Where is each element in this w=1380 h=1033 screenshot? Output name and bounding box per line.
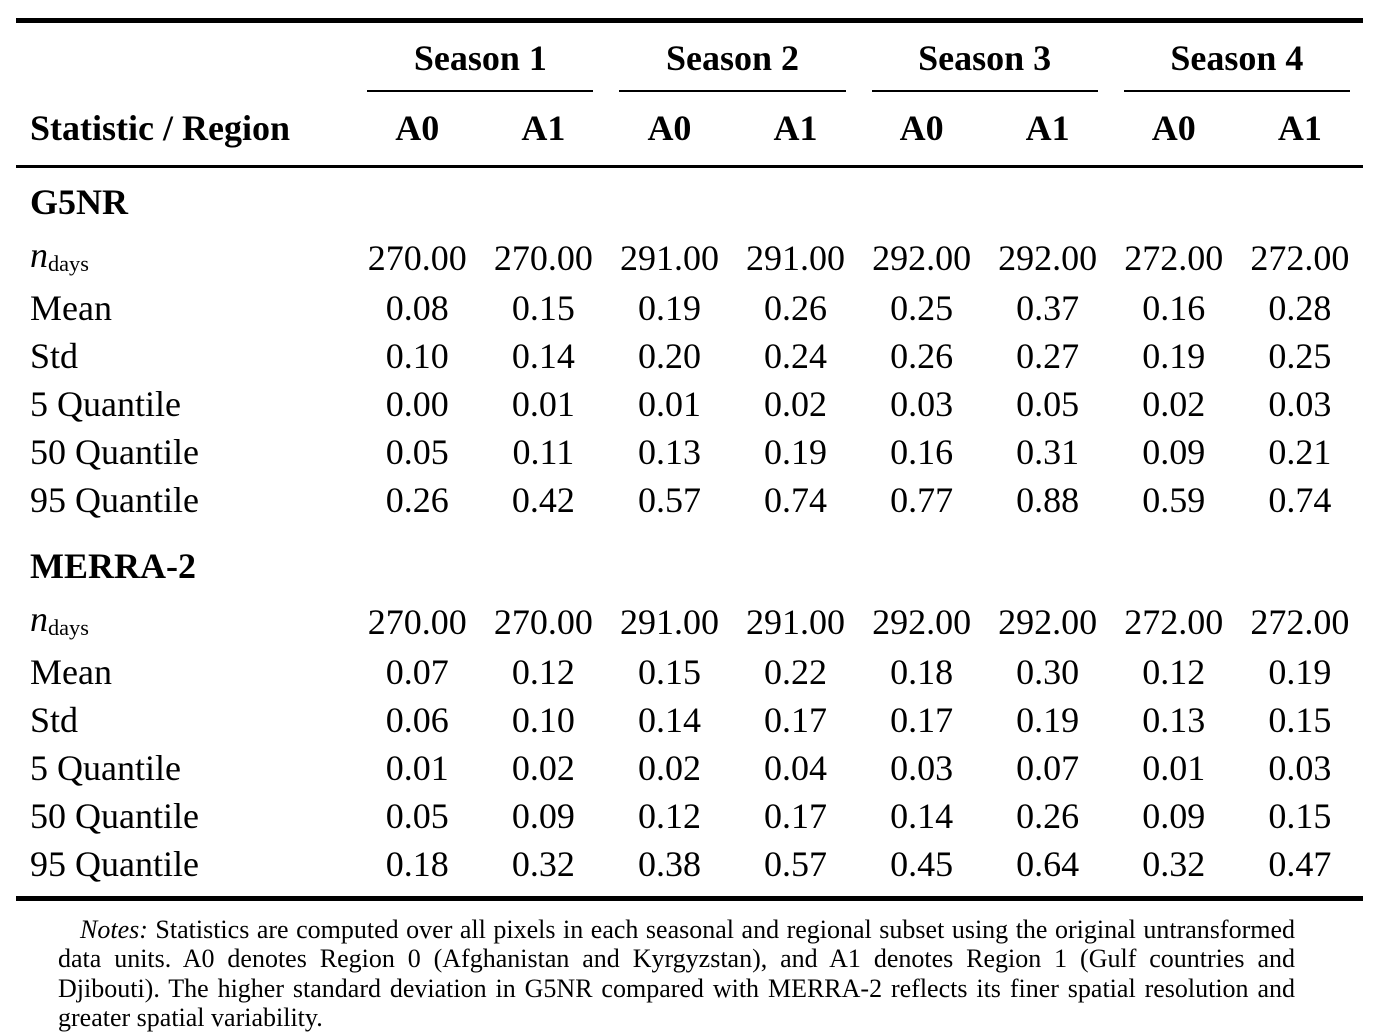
value-cell: 0.20 <box>637 336 701 376</box>
value-cell: 0.18 <box>890 652 954 692</box>
value-cell: 0.06 <box>385 700 449 740</box>
value-cell: 0.88 <box>1016 480 1080 520</box>
value-cell: 0.04 <box>764 748 828 788</box>
statistic-label: 50 Quantile <box>30 432 199 472</box>
value-cell: 0.09 <box>1142 796 1206 836</box>
value-cell: 0.19 <box>764 432 828 472</box>
value-cell: 0.02 <box>637 748 701 788</box>
table-row <box>16 696 1363 744</box>
section-header-row <box>16 532 1363 595</box>
value-cell: 0.07 <box>1016 748 1080 788</box>
value-cell: 0.24 <box>764 336 828 376</box>
season-header <box>354 21 606 93</box>
value-cell: 0.03 <box>890 384 954 424</box>
region-header: A0 <box>354 92 480 167</box>
value-cell: 0.01 <box>511 384 575 424</box>
value-cell: 291.00 <box>619 601 719 642</box>
value-cell: 0.19 <box>637 288 701 328</box>
value-cell: 0.10 <box>385 336 449 376</box>
section-title: MERRA-2 <box>30 546 196 586</box>
value-cell: 0.13 <box>1142 700 1206 740</box>
value-cell: 0.27 <box>1016 336 1080 376</box>
value-cell: 0.01 <box>385 748 449 788</box>
value-cell: 0.42 <box>511 480 575 520</box>
region-header: A1 <box>480 92 606 167</box>
statistic-label: $n_{days}$ <box>30 235 89 277</box>
region-header-row <box>16 92 1363 167</box>
value-cell: 0.09 <box>511 796 575 836</box>
value-cell: 0.45 <box>890 844 954 884</box>
value-cell: 272.00 <box>1250 601 1350 642</box>
value-cell: 0.16 <box>890 432 954 472</box>
value-cell: 0.30 <box>1016 652 1080 692</box>
value-cell: 0.28 <box>1268 288 1332 328</box>
table-row <box>16 648 1363 696</box>
value-cell: 291.00 <box>619 237 719 278</box>
season-label: Season 2 <box>619 37 845 92</box>
value-cell: 270.00 <box>493 601 593 642</box>
season-header <box>1111 21 1363 93</box>
notes-label: Notes: <box>80 915 148 944</box>
value-cell: 0.57 <box>764 844 828 884</box>
table-notes <box>58 915 1295 1033</box>
value-cell: 0.15 <box>1268 700 1332 740</box>
table-row <box>16 332 1363 380</box>
value-cell: 0.26 <box>1016 796 1080 836</box>
region-header: A0 <box>859 92 985 167</box>
value-cell: 0.14 <box>637 700 701 740</box>
value-cell: 0.05 <box>1016 384 1080 424</box>
value-cell: 0.16 <box>1142 288 1206 328</box>
value-cell: 0.77 <box>890 480 954 520</box>
value-cell: 0.18 <box>385 844 449 884</box>
value-cell: 0.15 <box>637 652 701 692</box>
value-cell: 0.08 <box>385 288 449 328</box>
season-label: Season 1 <box>367 37 593 92</box>
table-body <box>16 167 1363 899</box>
section-header-row <box>16 167 1363 232</box>
table-row <box>16 284 1363 332</box>
value-cell: 0.25 <box>890 288 954 328</box>
value-cell: 0.22 <box>764 652 828 692</box>
value-cell: 0.74 <box>1268 480 1332 520</box>
value-cell: 270.00 <box>367 601 467 642</box>
value-cell: 0.19 <box>1142 336 1206 376</box>
notes-text: Statistics are computed over all pixels in each seasonal and regional subset using the original untransformed data units. A0 denotes Region 0 (Afghanistan and Kyrgyzstan), and A1 denotes Region 1 (Gulf countries and Djibouti). The higher standard deviation in G5NR compared with MERRA-2 reflects its finer spatial resolution and greater spatial variability. <box>58 915 1295 1033</box>
table-row <box>16 380 1363 428</box>
value-cell: 0.17 <box>890 700 954 740</box>
season-header-row <box>16 21 1363 93</box>
table-row <box>16 428 1363 476</box>
value-cell: 0.26 <box>764 288 828 328</box>
value-cell: 0.02 <box>764 384 828 424</box>
statistic-label: Std <box>30 336 79 376</box>
value-cell: 0.25 <box>1268 336 1332 376</box>
value-cell: 0.12 <box>637 796 701 836</box>
region-header: A1 <box>1237 92 1363 167</box>
value-cell: 292.00 <box>872 601 972 642</box>
value-cell: 0.57 <box>637 480 701 520</box>
region-header: A1 <box>732 92 858 167</box>
table-row <box>16 476 1363 532</box>
value-cell: 0.64 <box>1016 844 1080 884</box>
table-header <box>16 21 1363 167</box>
season-label: Season 4 <box>1124 37 1350 92</box>
value-cell: 0.01 <box>637 384 701 424</box>
table-row <box>16 231 1363 284</box>
value-cell: 0.26 <box>890 336 954 376</box>
season-header <box>606 21 858 93</box>
season-label: Season 3 <box>872 37 1098 92</box>
season-header <box>859 21 1111 93</box>
value-cell: 0.05 <box>385 796 449 836</box>
value-cell: 0.15 <box>511 288 575 328</box>
value-cell: 291.00 <box>746 601 846 642</box>
value-cell: 272.00 <box>1250 237 1350 278</box>
value-cell: 0.32 <box>1142 844 1206 884</box>
table-row <box>16 744 1363 792</box>
value-cell: 0.02 <box>511 748 575 788</box>
value-cell: 0.59 <box>1142 480 1206 520</box>
value-cell: 0.12 <box>1142 652 1206 692</box>
value-cell: 292.00 <box>998 601 1098 642</box>
value-cell: 0.11 <box>512 432 575 472</box>
value-cell: 0.19 <box>1268 652 1332 692</box>
value-cell: 272.00 <box>1124 237 1224 278</box>
statistic-label: 50 Quantile <box>30 796 199 836</box>
table-row <box>16 840 1363 899</box>
value-cell: 0.31 <box>1016 432 1080 472</box>
value-cell: 0.00 <box>385 384 449 424</box>
value-cell: 0.38 <box>637 844 701 884</box>
value-cell: 0.07 <box>385 652 449 692</box>
stub-header: Statistic / Region <box>16 92 354 167</box>
value-cell: 0.01 <box>1142 748 1206 788</box>
value-cell: 0.14 <box>890 796 954 836</box>
region-header: A1 <box>985 92 1111 167</box>
value-cell: 0.17 <box>764 796 828 836</box>
statistic-label: 95 Quantile <box>30 480 199 520</box>
value-cell: 270.00 <box>493 237 593 278</box>
value-cell: 0.26 <box>385 480 449 520</box>
value-cell: 292.00 <box>998 237 1098 278</box>
value-cell: 0.21 <box>1268 432 1332 472</box>
statistic-label: $n_{days}$ <box>30 599 89 641</box>
value-cell: 0.10 <box>511 700 575 740</box>
table-row <box>16 792 1363 840</box>
value-cell: 0.05 <box>385 432 449 472</box>
empty-stub-cell <box>16 21 354 93</box>
value-cell: 0.74 <box>764 480 828 520</box>
seasonal-statistics-table <box>16 18 1363 901</box>
statistic-label: Std <box>30 700 79 740</box>
value-cell: 0.12 <box>511 652 575 692</box>
value-cell: 292.00 <box>872 237 972 278</box>
value-cell: 0.37 <box>1016 288 1080 328</box>
value-cell: 0.09 <box>1142 432 1206 472</box>
value-cell: 0.14 <box>511 336 575 376</box>
statistic-label: 95 Quantile <box>30 844 199 884</box>
statistic-label: Mean <box>30 288 112 328</box>
value-cell: 0.13 <box>637 432 701 472</box>
region-header: A0 <box>606 92 732 167</box>
value-cell: 0.03 <box>1268 384 1332 424</box>
value-cell: 291.00 <box>746 237 846 278</box>
value-cell: 270.00 <box>367 237 467 278</box>
value-cell: 272.00 <box>1124 601 1224 642</box>
value-cell: 0.47 <box>1268 844 1332 884</box>
value-cell: 0.03 <box>890 748 954 788</box>
value-cell: 0.03 <box>1268 748 1332 788</box>
section-title: G5NR <box>30 182 128 222</box>
statistic-label: Mean <box>30 652 112 692</box>
table-row <box>16 595 1363 648</box>
value-cell: 0.19 <box>1016 700 1080 740</box>
value-cell: 0.17 <box>764 700 828 740</box>
region-header: A0 <box>1111 92 1237 167</box>
statistic-label: 5 Quantile <box>30 384 181 424</box>
statistic-label: 5 Quantile <box>30 748 181 788</box>
value-cell: 0.15 <box>1268 796 1332 836</box>
value-cell: 0.02 <box>1142 384 1206 424</box>
value-cell: 0.32 <box>511 844 575 884</box>
